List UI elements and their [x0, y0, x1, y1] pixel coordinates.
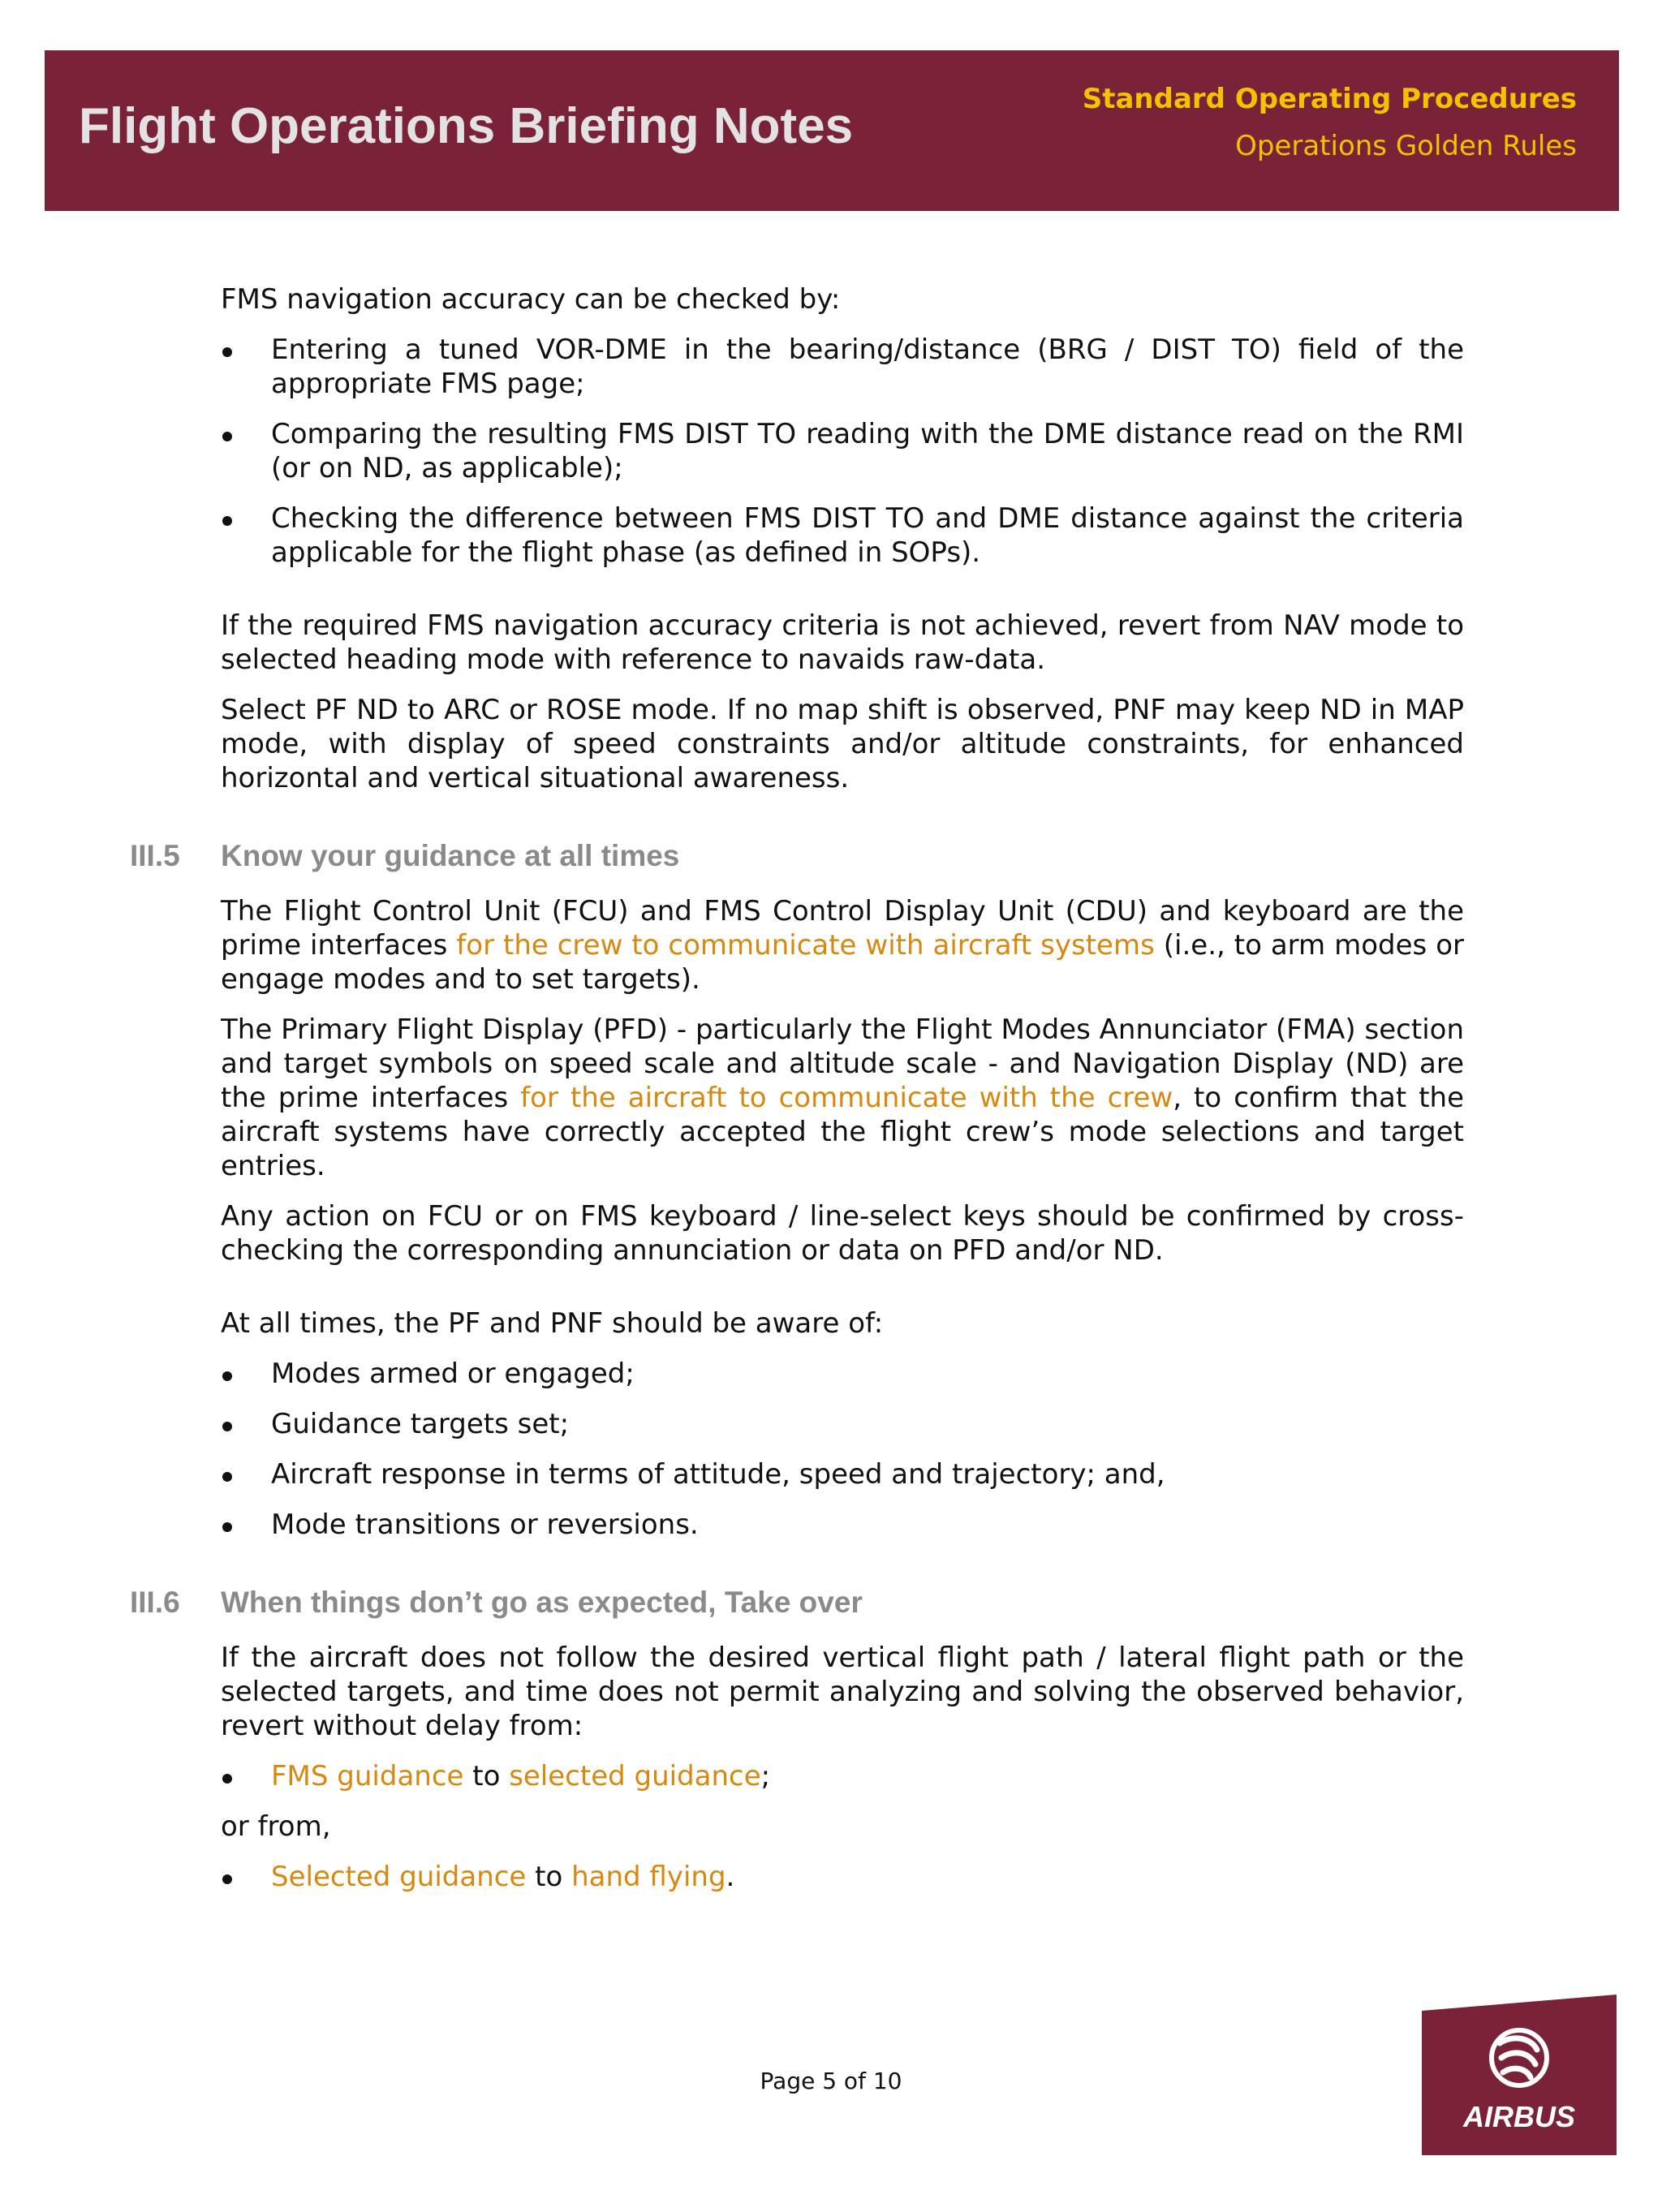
header-right [1083, 83, 1577, 162]
list-item [221, 501, 1464, 570]
nav-accuracy-intro: FMS navigation accuracy can be checked by: [221, 283, 841, 316]
list-item-text: Guidance targets set; [271, 1408, 570, 1440]
bullet-icon [222, 1874, 232, 1884]
highlight-text: FMS guidance [271, 1760, 464, 1792]
page-number: Page 5 of 10 [760, 2068, 902, 2094]
text-run: The Primary Flight Display (PFD) - particularly the Flight Modes Annunciator (FMA) section and target symbols on speed scale and altitude scale - and Navigation Display (ND) are the prime interfaces [221, 1013, 1464, 1114]
section-title: Know your guidance at all times [221, 839, 680, 872]
aware-list [221, 1357, 1464, 1542]
spacer [221, 586, 1464, 609]
page-content [130, 282, 1464, 1910]
list-item-text: Checking the difference between FMS DIST TO and DME distance against the criteria applicable for the flight phase (as defined in SOPs). [271, 502, 1464, 569]
aware-intro: At all times, the PF and PNF should be aware of: [221, 1307, 884, 1340]
bullet-icon [222, 1422, 232, 1431]
highlight-text: Selected guidance [271, 1861, 527, 1893]
pfd-paragraph [221, 1013, 1464, 1183]
list-item [221, 1407, 1464, 1441]
text-run: ; [760, 1760, 771, 1792]
action-paragraph: Any action on FCU or on FMS keyboard / line-select keys should be confirmed by cross-checking the corresponding annunciation or data on PFD and/or ND. [221, 1200, 1464, 1267]
airbus-logo [1422, 1995, 1617, 2155]
bullet-icon [222, 516, 232, 526]
section-title: When things don’t go as expected, Take over [221, 1586, 863, 1619]
section-number: III.6 [130, 1586, 180, 1619]
list-item [221, 333, 1464, 401]
section-number: III.5 [130, 839, 180, 872]
section-heading-iii5 [130, 839, 1464, 875]
revert-list-2 [221, 1860, 1464, 1894]
list-item [221, 417, 1464, 485]
spacer [221, 1284, 1464, 1306]
bullet-icon [222, 347, 232, 357]
text-run: The Flight Control Unit (FCU) and FMS Control Display Unit (CDU) and keyboard are the prime interfaces [221, 895, 1464, 962]
bullet-icon [222, 1522, 232, 1532]
logo-text: AIRBUS [1462, 2100, 1576, 2133]
bullet-icon [222, 1371, 232, 1381]
list-item-text: Comparing the resulting FMS DIST TO reading with the DME distance read on the RMI (or on ND, as applicable); [271, 418, 1464, 484]
fcu-paragraph [221, 894, 1464, 996]
highlight-text: for the aircraft to communicate with the crew [520, 1082, 1173, 1114]
text-run: , to confirm that the aircraft systems have correctly accepted the flight crew’s mode selections and target entries. [221, 1082, 1464, 1182]
text-run: . [726, 1861, 735, 1893]
list-item [221, 1860, 1464, 1894]
nav-accuracy-list [221, 333, 1464, 570]
takeover-paragraph: If the aircraft does not follow the desired vertical flight path / lateral flight path or the selected targets, and time does not permit analyzing and solving the observed behavior, revert without delay from: [221, 1642, 1464, 1742]
highlight-text: hand flying [571, 1861, 726, 1893]
select-paragraph: Select PF ND to ARC or ROSE mode. If no map shift is observed, PNF may keep ND in MAP mode, with display of speed constraints and/or altitude constraints, for enhanced horizontal and vertical situational awareness. [221, 694, 1464, 794]
list-item-text: Entering a tuned VOR-DME in the bearing/distance (BRG / DIST TO) field of the appropriate FMS page; [271, 334, 1464, 400]
list-item [221, 1508, 1464, 1542]
document-title: Flight Operations Briefing Notes [79, 98, 854, 154]
or-from-text: or from, [221, 1810, 331, 1843]
list-item [221, 1457, 1464, 1491]
page-header [45, 50, 1619, 211]
section-heading-iii6 [130, 1586, 1464, 1621]
revert-list-1 [221, 1759, 1464, 1793]
highlight-text: selected guidance [509, 1760, 761, 1792]
list-item-text: Mode transitions or reversions. [271, 1508, 699, 1541]
header-subsubtitle: Operations Golden Rules [1235, 130, 1577, 162]
text-run: to [463, 1760, 510, 1792]
bullet-icon [222, 1472, 232, 1482]
revert-paragraph: If the required FMS navigation accuracy criteria is not achieved, revert from NAV mode to selected heading mode with reference to navaids raw-data. [221, 609, 1464, 676]
list-item-text: Aircraft response in terms of attitude, speed and trajectory; and, [271, 1458, 1165, 1491]
bullet-icon [222, 432, 232, 441]
text-run: to [526, 1861, 572, 1893]
highlight-text: for the crew to communicate with aircraft systems [456, 929, 1155, 962]
bullet-icon [222, 1774, 232, 1784]
list-item [221, 1759, 1464, 1793]
list-item [221, 1357, 1464, 1391]
header-subtitle: Standard Operating Procedures [1082, 83, 1577, 115]
text-run: (i.e., to arm modes or engage modes and to set targets). [221, 929, 1464, 996]
list-item-text: Modes armed or engaged; [271, 1358, 635, 1390]
